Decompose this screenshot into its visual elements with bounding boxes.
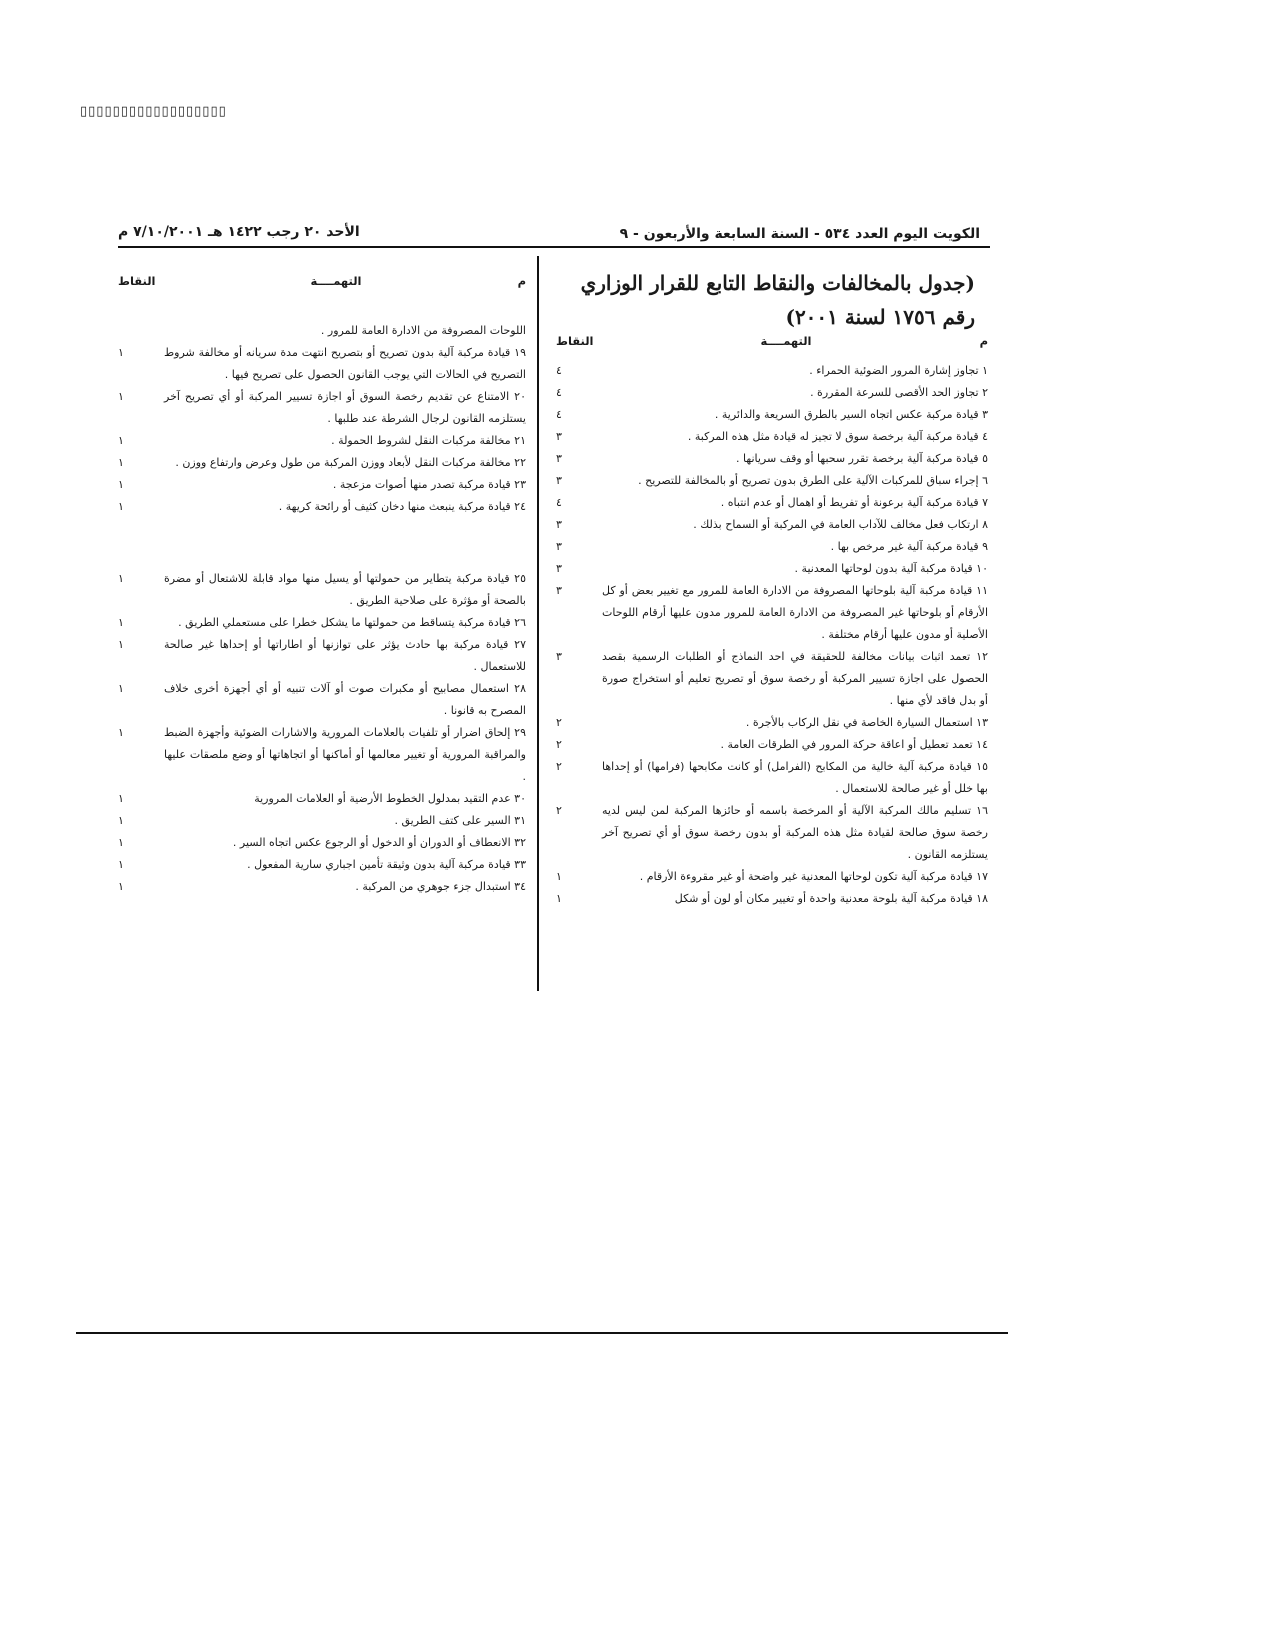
violation-points: ١ [118,456,124,469]
violation-text: ٨ ارتكاب فعل مخالف للآداب العامة في المركبة أو السماح بذلك . [693,518,988,531]
violation-points: ٣ [556,584,562,597]
violation-text: اللوحات المصروفة من الادارة العامة للمرور . [320,324,526,337]
violation-row [118,722,526,788]
violation-text: ٢٢ مخالفة مركبات النقل لأبعاد ووزن المركبة من طول وعرض وارتفاع ووزن . [175,456,526,469]
left-column-header [118,270,526,292]
violation-text: ٢٤ قيادة مركبة ينبعث منها دخان كثيف أو رائحة كريهة . [278,500,526,513]
num-header: م [517,274,526,288]
violation-row [556,888,988,910]
header-marker: ▯▯▯▯▯▯▯▯▯▯▯▯▯▯▯▯▯▯ [80,104,227,119]
violation-text: ٦ إجراء سباق للمركبات الآلية على الطرق بدون تصريح أو بالمخالفة للتصريح . [638,474,988,487]
table-title [575,266,975,334]
violation-text: ١٤ تعمد تعطيل أو اعاقة حركة المرور في الطرقات العامة . [720,738,988,751]
violation-text: ٢٥ قيادة مركبة يتطاير من حمولتها أو يسيل منها مواد قابلة للاشتعال أو مضرة بالصحة أو مؤثرة على صلاحية الطريق . [164,572,526,607]
violation-row [556,514,988,536]
points-header: النقاط [118,274,156,288]
column-gap [118,518,526,568]
violation-row [556,734,988,756]
violation-row [556,426,988,448]
violation-text: ١٥ قيادة مركبة آلية خالية من المكابح (الفرامل) أو كانت مكابحها (فرامها) أو إحداها بها خلل أو غير صالحة للاستعمال . [602,760,988,795]
violation-text: ١٧ قيادة مركبة آلية تكون لوحاتها المعدنية غير واضحة أو غير مقروءة الأرقام . [639,870,988,883]
violation-points: ٣ [556,452,562,465]
violation-row [118,788,526,810]
violation-row [556,470,988,492]
violation-points: ١ [556,870,562,883]
violation-row [118,320,526,342]
violation-points: ١ [118,814,124,827]
violation-text: ٩ قيادة مركبة آلية غير مرخص بها . [830,540,988,553]
violation-points: ١ [118,836,124,849]
violation-row [556,580,988,646]
violation-points: ٢ [556,716,562,729]
violation-row [556,646,988,712]
violation-text: ٣٣ قيادة مركبة آلية بدون وثيقة تأمين اجباري سارية المفعول . [247,858,526,871]
table-title-line-1: (جدول بالمخالفات والنقاط التابع للقرار الوزاري [580,271,975,295]
violation-points: ٤ [556,386,562,399]
violation-points: ٢ [556,738,562,751]
violation-text: ١٠ قيادة مركبة آلية بدون لوحاتها المعدنية . [794,562,988,575]
violation-row [118,452,526,474]
violation-row [118,854,526,876]
violation-row [556,448,988,470]
num-header: م [979,334,988,348]
violation-row [556,558,988,580]
violation-row [556,404,988,426]
footer-rule [76,1332,1008,1334]
violation-text: ٣٢ الانعطاف أو الدوران أو الدخول أو الرجوع عكس اتجاه السير . [232,836,526,849]
column-divider [537,256,539,991]
violation-text: ٢٠ الامتناع عن تقديم رخصة السوق أو اجازة تسيير المركبة أو أي تصريح آخر يستلزمه القانون لرجال الشرطة عند طلبها . [164,390,526,425]
violation-points: ١ [118,572,124,585]
date-header: الأحد ٢٠ رجب ١٤٢٢ هـ ٧/١٠/٢٠٠١ م [118,224,360,240]
violation-text: ٢٣ قيادة مركبة تصدر منها أصوات مزعجة . [332,478,526,491]
violation-text: ١٣ استعمال السيارة الخاصة في نقل الركاب بالأجرة . [745,716,988,729]
left-violation-list-a [118,320,526,518]
violation-points: ١ [118,500,124,513]
violation-points: ١ [118,726,124,739]
violation-points: ١ [118,880,124,893]
header-rule [118,246,990,248]
violation-text: ١٦ تسليم مالك المركبة الآلية أو المرخصة باسمه أو حائزها المركبة لمن ليس لديه رخصة سوق صالحة لقيادة مثل هذه المركبة أو بدون رخصة سوق أو أي تصريح آخر يستلزمه القانون . [602,804,988,861]
violation-text: ٣٠ عدم التقيد بمدلول الخطوط الأرضية أو العلامات المرورية [254,792,526,805]
violation-points: ١ [118,682,124,695]
violation-text: ٣ قيادة مركبة عكس اتجاه السير بالطرق السريعة والدائرية . [714,408,988,421]
violation-points: ٤ [556,496,562,509]
violation-row [118,678,526,722]
right-column-header [556,330,988,352]
violation-row [556,756,988,800]
issue-header: الكويت اليوم العدد ٥٣٤ - السنة السابعة والأربعون - ٩ [619,226,980,242]
right-violation-list [556,360,988,910]
violation-points: ١ [118,390,124,403]
violation-row [556,492,988,514]
violation-points: ١ [118,346,124,359]
violation-points: ٢ [556,804,562,817]
violation-row [118,496,526,518]
violation-points: ١ [118,616,124,629]
violation-points: ١ [118,478,124,491]
violation-points: ٢ [556,760,562,773]
charge-header: التهمــــة [760,334,812,348]
violation-row [118,386,526,430]
violation-row [118,634,526,678]
violation-text: ١٨ قيادة مركبة آلية بلوحة معدنية واحدة أو تغيير مكان أو لون أو شكل [674,892,988,905]
violation-text: ٥ قيادة مركبة آلية برخصة تقرر سحبها أو وقف سريانها . [736,452,988,465]
violation-points: ١ [118,434,124,447]
violation-row [118,474,526,496]
right-column [556,330,988,910]
charge-header: التهمــــة [310,274,362,288]
violation-text: ٢٦ قيادة مركبة يتساقط من حمولتها ما يشكل خطرا على مستعملي الطريق . [178,616,526,629]
violation-points: ١ [118,638,124,651]
violation-text: ١١ قيادة مركبة آلية بلوحاتها المصروفة من الادارة العامة للمرور مع تغيير بعض أو كل الأرقام أو بلوحاتها غير المصروفة من الادارة العامة للمرور مدون عليها أرقام اللوحات الأصلية أو مدون عليها أرقام مختلفة . [602,584,988,641]
violation-points: ٤ [556,408,562,421]
violation-points: ٣ [556,650,562,663]
violation-row [118,568,526,612]
violation-row [556,712,988,734]
violation-text: ٣٤ استبدال جزء جوهري من المركبة . [355,880,526,893]
violation-row [556,536,988,558]
violation-points: ٣ [556,540,562,553]
violation-points: ٤ [556,364,562,377]
violation-points: ١ [118,858,124,871]
violation-points: ١ [556,892,562,905]
violation-text: ٣١ السير على كتف الطريق . [394,814,526,827]
left-violation-list-b [118,568,526,898]
violation-text: ٤ قيادة مركبة آلية برخصة سوق لا تجيز له قيادة مثل هذه المركبة . [687,430,988,443]
violation-text: ١٩ قيادة مركبة آلية بدون تصريح أو بتصريح انتهت مدة سريانه أو مخالفة شروط التصريح في الحالات التي يوجب القانون الحصول على تصريح فيها . [164,346,526,381]
violation-points: ٣ [556,430,562,443]
violation-row [118,342,526,386]
violation-row [556,382,988,404]
violation-text: ٢٧ قيادة مركبة بها حادث يؤثر على توازنها أو اطاراتها أو إحداها غير صالحة للاستعمال . [164,638,526,673]
left-column [118,270,526,898]
violation-row [118,832,526,854]
violation-points: ٣ [556,474,562,487]
table-title-line-2: رقم ١٧٥٦ لسنة ٢٠٠١) [785,305,975,329]
violation-text: ٢١ مخالفة مركبات النقل لشروط الحمولة . [331,434,526,447]
violation-row [118,430,526,452]
violation-row [556,866,988,888]
points-header: النقاط [556,334,594,348]
violation-row [118,876,526,898]
violation-text: ١٢ تعمد اثبات بيانات مخالفة للحقيقة في احد النماذج أو الطلبات الرسمية بقصد الحصول على اجازة تسيير المركبة أو رخصة سوق أو تصريح تعليم أو استخراج صورة أو بدل فاقد لأي منها . [602,650,988,707]
violation-points: ٣ [556,518,562,531]
violation-text: ١ تجاوز إشارة المرور الضوئية الحمراء . [809,364,988,377]
violation-text: ٢٨ استعمال مصابيح أو مكبرات صوت أو آلات تنبيه أو أي أجهزة أخرى خلاف المصرح به قانونا . [164,682,526,717]
violation-text: ٢ تجاوز الحد الأقصى للسرعة المقررة . [810,386,988,399]
violation-points: ١ [118,792,124,805]
violation-row [118,810,526,832]
violation-row [556,360,988,382]
violation-row [118,612,526,634]
violation-row [556,800,988,866]
violation-text: ٢٩ إلحاق اضرار أو تلفيات بالعلامات المرورية والاشارات الضوئية وأجهزة الضبط والمراقبة المرورية أو تغيير معالمها أو أماكنها أو اتجاهاتها أو وضع ملصقات عليها . [164,726,526,783]
violation-points: ٣ [556,562,562,575]
violation-text: ٧ قيادة مركبة آلية برعونة أو تفريط أو اهمال أو عدم انتباه . [720,496,988,509]
